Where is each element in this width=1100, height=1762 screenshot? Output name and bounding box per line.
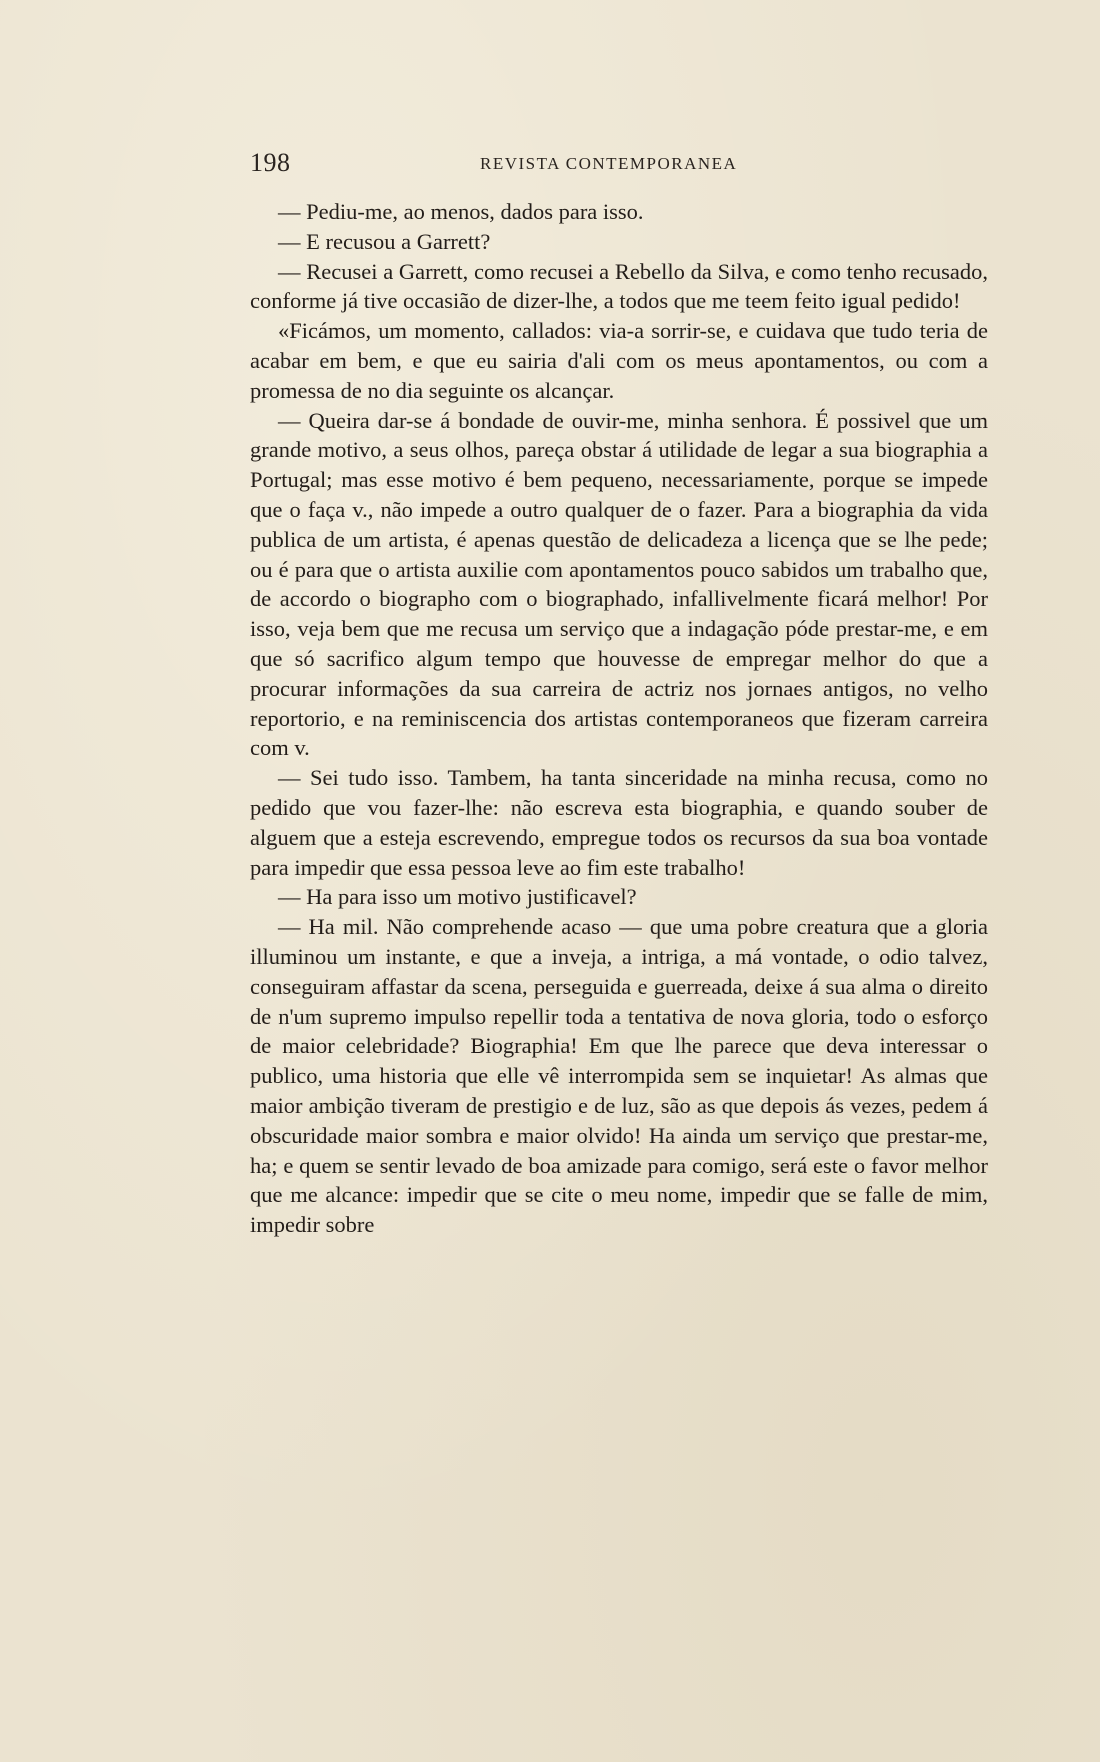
paragraph: — Queira dar-se á bondade de ouvir-me, minha senhora. É possivel que um grande motivo, a seus olhos, pareça obstar á utilidade de legar a sua biographia a Portugal; mas esse motivo é bem pequeno, necessariamente, porque se impede que o faça v., não impede a outro qualquer de o fazer. Para a biographia da vida publica de um artista, é apenas questão de delicadeza a licença que se lhe pede; ou é para que o artista auxilie com apontamentos pouco sabidos um trabalho que, de accordo o biographo com o biographado, infallivelmente ficará melhor! Por isso, veja bem que me recusa um serviço que a indagação póde prestar-me, e em que só sacrifico algum tempo que houvesse de empregar melhor do que a procurar informações da sua carreira de actriz nos jornaes antigos, no velho reportorio, e na reminiscencia dos artistas contemporaneos que fizeram carreira com v. [250, 407, 988, 761]
paragraph: — Pediu-me, ao menos, dados para isso. [278, 199, 644, 224]
paragraph: «Ficámos, um momento, callados: via-a sorrir-se, e cuidava que tudo teria de acabar em bem, e que eu sairia d'ali com os meus apontamentos, ou com a promessa de no dia seguinte os alcançar. [250, 318, 988, 403]
paragraph: — Ha mil. Não comprehende acaso — que uma pobre creatura que a gloria illuminou um instante, e que a inveja, a intriga, a má vontade, o odio talvez, conseguiram affastar da scena, perseguida e guerreada, deixe á sua alma o direito de n'um supremo impulso repellir toda a tentativa de nova gloria, todo o esforço de maior celebridade? Biographia! Em que lhe parece que deva interessar o publico, uma historia que elle vê interrompida sem se inquietar! As almas que maior ambição tiveram de prestigio e de luz, são as que depois ás vezes, pedem á obscuridade maior sombra e maior olvido! Ha ainda um serviço que prestar-me, ha; e quem se sentir levado de boa amizade para comigo, será este o favor melhor que me alcance: impedir que se cite o meu nome, impedir que se falle de mim, impedir sobre [250, 914, 988, 1238]
paragraph: — E recusou a Garrett? [278, 228, 491, 254]
paragraph: — Recusei a Garrett, como recusei a Rebello da Silva, e como tenho recusado, conforme já tive occasião de dizer-lhe, a todos que me teem feito igual pedido! [250, 258, 988, 314]
paragraph: — Ha para isso um motivo justificavel? [278, 884, 637, 910]
body-text [250, 197, 988, 1240]
page-number: 198 [250, 148, 291, 177]
running-title: REVISTA CONTEMPORANEA [480, 154, 738, 173]
page-header [250, 148, 990, 182]
paragraph: — Sei tudo isso. Tambem, ha tanta sinceridade na minha recusa, como no pedido que vou fazer-lhe: não escreva esta biographia, e quando souber de alguem que a esteja escrevendo, empregue todos os recursos da sua boa vontade para impedir que essa pessoa leve ao fim este trabalho! [250, 765, 988, 880]
